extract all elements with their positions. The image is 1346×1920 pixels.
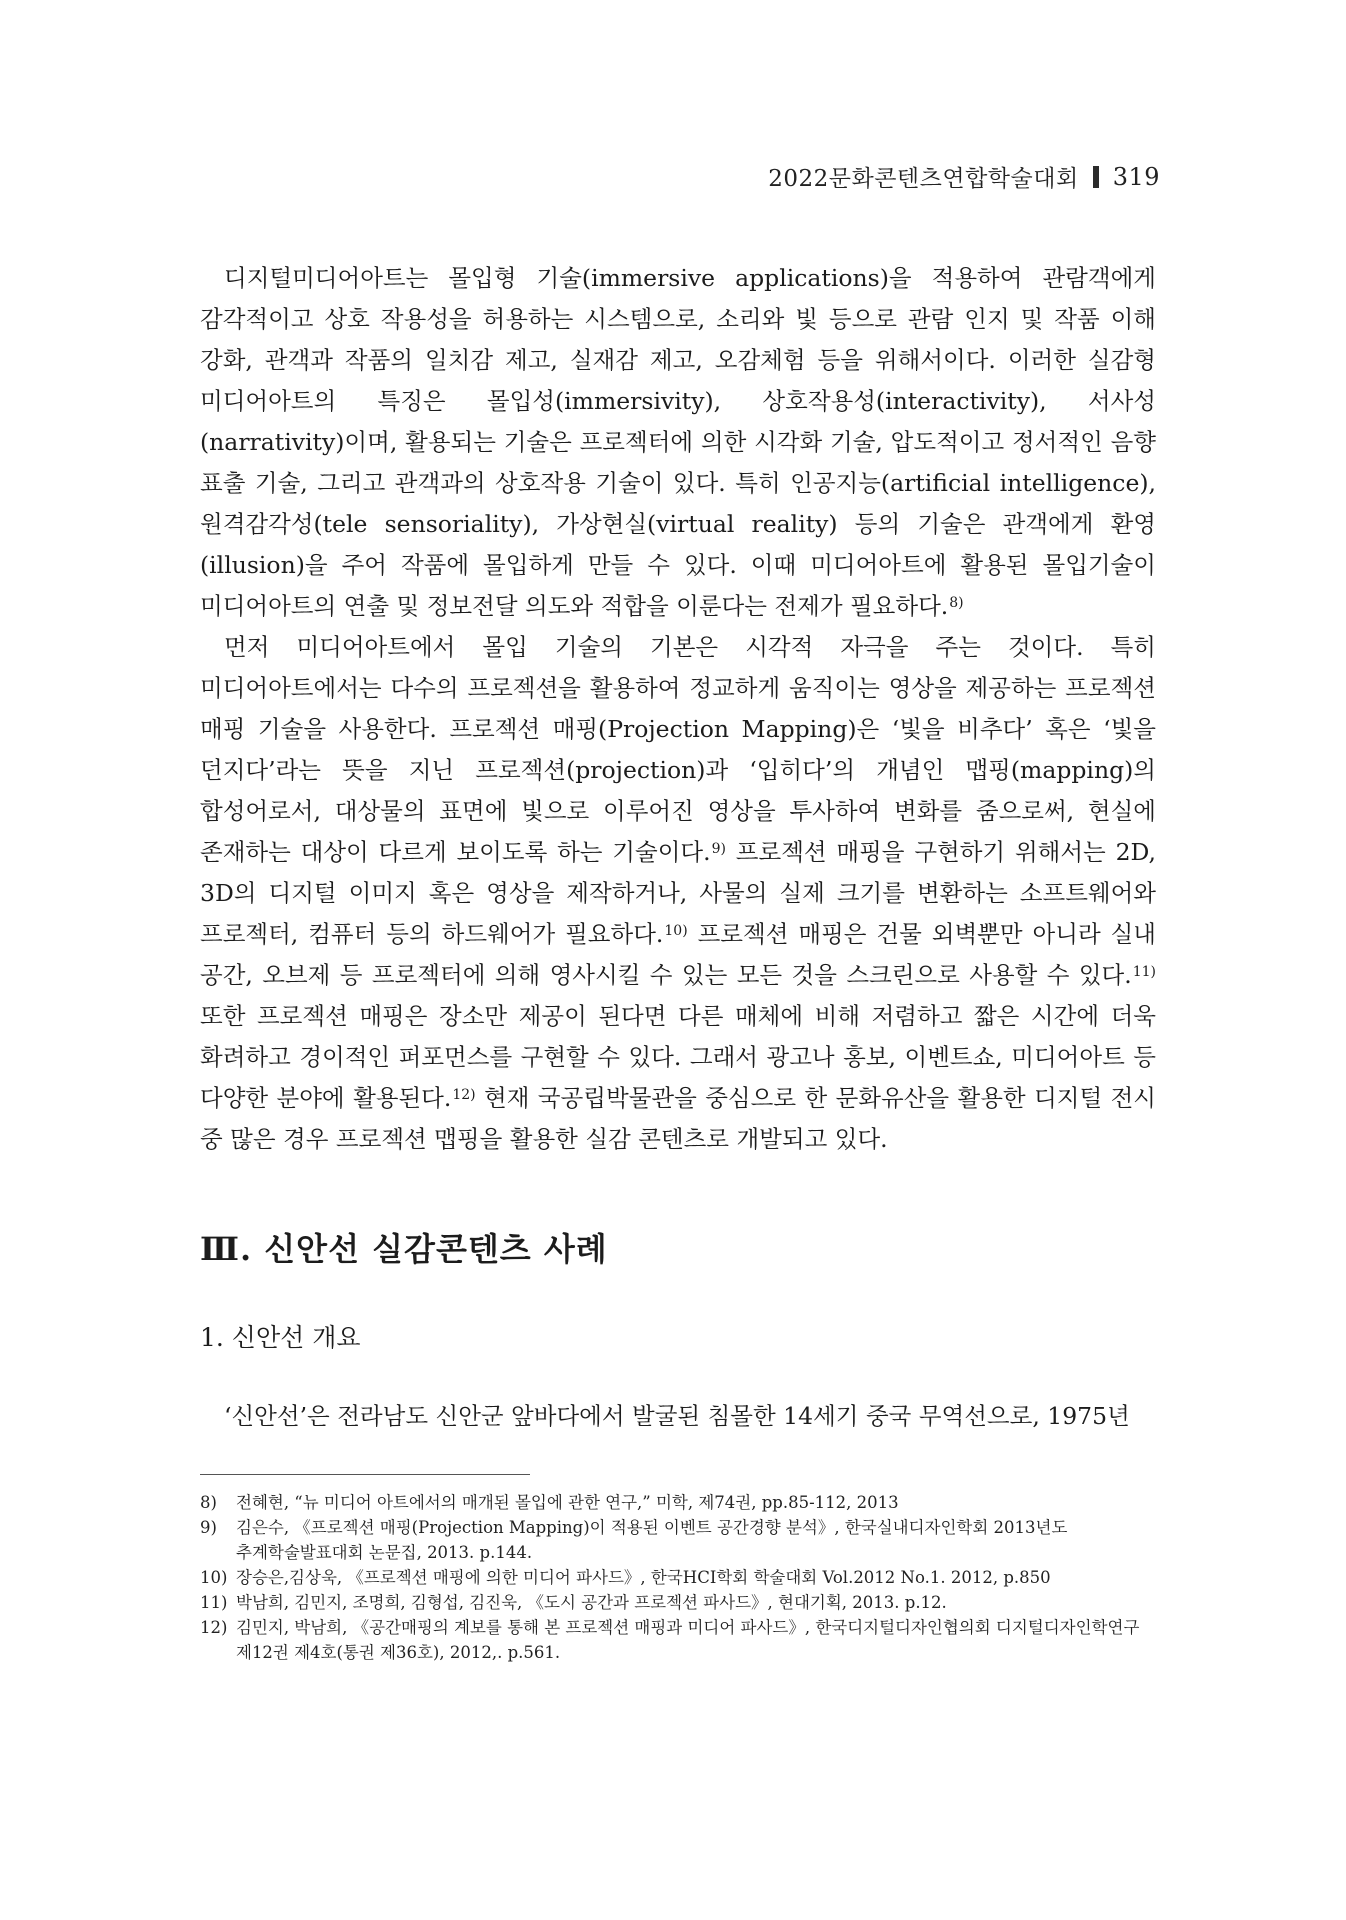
- body-text: [200, 258, 1156, 1160]
- footnote-ref-9[interactable]: 9): [711, 841, 726, 857]
- footnote-item: [200, 1565, 1160, 1590]
- conference-title: 2022문화콘텐츠연합학술대회: [768, 166, 1079, 192]
- page-number: 319: [1112, 162, 1160, 191]
- running-header: [768, 160, 1160, 193]
- footnote-ref-10[interactable]: 10): [664, 923, 688, 939]
- paragraph-3: ‘신안선’은 전라남도 신안군 앞바다에서 발굴된 침몰한 14세기 중국 무역선으로, 1975년: [224, 1402, 1130, 1430]
- footnote-number: 11): [200, 1593, 228, 1612]
- footnote-text: 전혜현, “뉴 미디어 아트에서의 매개된 몰입에 관한 연구,” 미학, 제74권, pp.85-112, 2013: [236, 1493, 899, 1512]
- paragraph-2-text-a: 먼저 미디어아트에서 몰입 기술의 기본은 시각적 자극을 주는 것이다. 특히 미디어아트에서는 다수의 프로젝션을 활용하여 정교하게 움직이는 영상을 제공하는 프로젝션 매핑 기술을 사용한다. 프로젝션 매핑(Projection Mapping)은 ‘빛을 비추다’ 혹은 ‘빛을 던지다’라는 뜻을 지닌 프로젝션(projection)과 ‘입히다’의 개념인 맵핑(mapping)의 합성어로서, 대상물의 표면에 빛으로 이루어진 영상을 투사하여 변화를 줌으로써, 현실에 존재하는 대상이 다르게 보이도록 하는 기술이다.: [200, 633, 1156, 866]
- paragraph-2-text-b: 프로젝션 매핑을 구현하기 위해서는 2D, 3D의 디지털 이미지 혹은 영상을 제작하거나, 사물의 실제 크기를 변환하는 소프트웨어와 프로젝터, 컴퓨터 등의 하드웨어가 필요하다.: [200, 838, 1157, 948]
- paragraph-1: [200, 258, 1156, 627]
- footnote-item: [200, 1515, 1160, 1565]
- paragraph-2-text-e: 현재 국공립박물관을 중심으로 한 문화유산을 활용한 디지털 전시 중 많은 경우 프로젝션 맵핑을 활용한 실감 콘텐츠로 개발되고 있다.: [200, 1084, 1156, 1153]
- section-heading: Ⅲ. 신안선 실감콘텐츠 사례: [200, 1230, 608, 1268]
- footnote-text: 김은수, 《프로젝션 매핑(Projection Mapping)이 적용된 이벤트 공간경향 분석》, 한국실내디자인학회 2013년도 추계학술발표대회 논문집, 2013. p.144.: [236, 1518, 1068, 1562]
- footnote-number: 10): [200, 1568, 228, 1587]
- footnote-number: 8): [200, 1493, 217, 1512]
- body-text-continued: [200, 1396, 1156, 1437]
- header-separator-bar: [1093, 166, 1099, 188]
- footnote-text: 박남희, 김민지, 조명희, 김형섭, 김진욱, 《도시 공간과 프로젝션 파사드》, 현대기획, 2013. p.12.: [236, 1593, 947, 1612]
- footnote-number: 9): [200, 1518, 217, 1537]
- paragraph-2-text-d: 또한 프로젝션 매핑은 장소만 제공이 된다면 다른 매체에 비해 저렴하고 짧은 시간에 더욱 화려하고 경이적인 퍼포먼스를 구현할 수 있다. 그래서 광고나 홍보, 이벤트쇼, 미디어아트 등 다양한 분야에 활용된다.: [200, 1002, 1156, 1112]
- footnote-ref-12[interactable]: 12): [452, 1087, 476, 1103]
- footnote-item: [200, 1615, 1160, 1665]
- footnote-ref-8[interactable]: 8): [949, 595, 964, 611]
- footnote-divider: [200, 1474, 530, 1475]
- footnote-number: 12): [200, 1618, 228, 1637]
- paragraph-2: [200, 627, 1156, 1160]
- subsection-heading: 1. 신안선 개요: [200, 1323, 361, 1352]
- footnotes-list: [200, 1490, 1160, 1665]
- footnote-item: [200, 1490, 1160, 1515]
- footnote-ref-11[interactable]: 11): [1132, 964, 1156, 980]
- footnote-text: 김민지, 박남희, 《공간매핑의 계보를 통해 본 프로젝션 매핑과 미디어 파사드》, 한국디지털디자인협의회 디지털디자인학연구 제12권 제4호(통권 제36호), 2012,. p.561.: [236, 1618, 1140, 1662]
- paragraph-2-text-c: 프로젝션 매핑은 건물 외벽뿐만 아니라 실내 공간, 오브제 등 프로젝터에 의해 영사시킬 수 있는 모든 것을 스크린으로 사용할 수 있다.: [200, 920, 1156, 989]
- footnote-text: 장승은,김상욱, 《프로젝션 매핑에 의한 미디어 파사드》, 한국HCI학회 학술대회 Vol.2012 No.1. 2012, p.850: [236, 1568, 1051, 1587]
- paragraph-1-text: 디지털미디어아트는 몰입형 기술(immersive applications)을 적용하여 관람객에게 감각적이고 상호 작용성을 허용하는 시스템으로, 소리와 빛 등으로 관람 인지 및 작품 이해 강화, 관객과 작품의 일치감 제고, 실재감 제고, 오감체험 등을 위해서이다. 이러한 실감형 미디어아트의 특징은 몰입성(immersivity), 상호작용성(interactivity), 서사성(narrativity)이며, 활용되는 기술은 프로젝터에 의한 시각화 기술, 압도적이고 정서적인 음향 표출 기술, 그리고 관객과의 상호작용 기술이 있다. 특히 인공지능(artificial intelligence), 원격감각성(tele sensoriality), 가상현실(virtual reality) 등의 기술은 관객에게 환영(illusion)을 주어 작품에 몰입하게 만들 수 있다. 이때 미디어아트에 활용된 몰입기술이 미디어아트의 연출 및 정보전달 의도와 적합을 이룬다는 전제가 필요하다.: [200, 264, 1156, 620]
- footnote-item: [200, 1590, 1160, 1615]
